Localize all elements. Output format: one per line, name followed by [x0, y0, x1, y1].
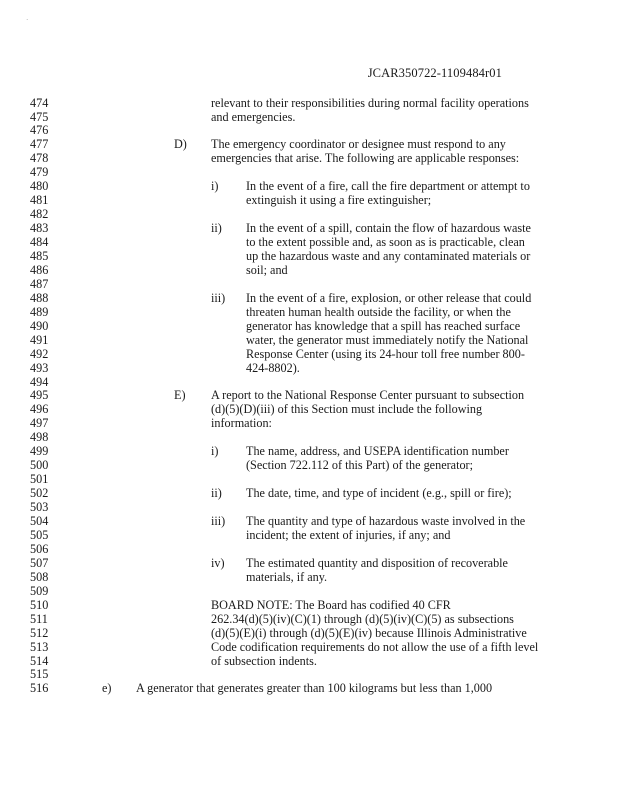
line-number: 478 [30, 151, 49, 166]
line-text: In the event of a fire, call the fire department or attempt to [246, 179, 530, 194]
document-line [0, 681, 618, 695]
line-text: In the event of a fire, explosion, or other release that could [246, 290, 532, 305]
document-line [0, 626, 618, 640]
line-text: emergencies that arise. The following are applicable responses: [211, 151, 520, 166]
document-line [0, 654, 618, 668]
line-text: The emergency coordinator or designee must respond to any [211, 137, 506, 152]
document-line [0, 361, 618, 375]
document-line [0, 416, 618, 430]
document-line [0, 151, 618, 165]
line-number: 479 [30, 165, 49, 180]
line-number: 511 [30, 611, 48, 626]
document-line [0, 486, 618, 500]
line-number: 488 [30, 290, 49, 305]
line-number: 503 [30, 500, 49, 514]
line-text: Response Center (using its 24-hour toll free number 800- [246, 346, 525, 361]
document-line [0, 430, 618, 444]
line-number: 497 [30, 416, 49, 431]
line-text: threaten human health outside the facility, or when the [246, 304, 511, 319]
line-number: 496 [30, 402, 49, 417]
line-text: generator has knowledge that a spill has reached surface [246, 318, 521, 333]
subsection-label: iii) [211, 290, 226, 305]
subsection-label: i) [211, 179, 219, 194]
subsection-label: i) [211, 444, 219, 459]
line-text: 262.34(d)(5)(iv)(C)(1) through (d)(5)(iv)(C)(5) as subsections [211, 611, 514, 626]
line-number: 510 [30, 597, 49, 612]
document-line [0, 375, 618, 389]
line-number: 477 [30, 137, 49, 152]
document-line [0, 165, 618, 179]
document-line [0, 612, 618, 626]
line-text: 424-8802). [246, 360, 300, 375]
document-line [0, 514, 618, 528]
line-number: 494 [30, 374, 49, 389]
line-text: up the hazardous waste and any contaminated materials or [246, 248, 531, 263]
document-line [0, 235, 618, 249]
document-line [0, 319, 618, 333]
line-text: Code codification requirements do not allow the use of a fifth level [211, 639, 539, 654]
line-number: 474 [30, 95, 49, 110]
line-text: BOARD NOTE: The Board has codified 40 CFR [211, 597, 451, 612]
line-number: 487 [30, 276, 49, 291]
line-text: A report to the National Response Center pursuant to subsection [211, 388, 525, 403]
line-text: (d)(5)(D)(iii) of this Section must include the following [211, 402, 483, 417]
line-number: 481 [30, 193, 49, 208]
line-number: 486 [30, 262, 49, 277]
line-number: 485 [30, 248, 49, 263]
line-number: 505 [30, 528, 49, 542]
line-number: 483 [30, 221, 49, 236]
line-text: materials, if any. [246, 569, 328, 584]
line-number: 484 [30, 235, 49, 249]
document-line [0, 598, 618, 612]
document-line [0, 110, 618, 124]
line-text: The name, address, and USEPA identification number [246, 444, 509, 459]
line-text: information: [211, 416, 272, 431]
document-line [0, 472, 618, 486]
document-line [0, 542, 618, 556]
line-text: and emergencies. [211, 109, 296, 124]
line-text: In the event of a spill, contain the flow of hazardous waste [246, 221, 531, 236]
subsection-label: E) [174, 388, 186, 403]
document-line [0, 556, 618, 570]
line-number: 514 [30, 653, 49, 668]
subsection-label: ii) [211, 221, 222, 236]
document-line [0, 584, 618, 598]
line-number: 492 [30, 346, 49, 361]
line-number: 515 [30, 667, 49, 682]
subsection-label: e) [102, 681, 112, 696]
document-line [0, 570, 618, 584]
line-number: 507 [30, 555, 49, 570]
subsection-label: D) [174, 137, 187, 152]
document-line [0, 333, 618, 347]
line-number: 495 [30, 388, 49, 403]
line-text: water, the generator must immediately notify the National [246, 332, 529, 347]
line-text: (Section 722.112 of this Part) of the generator; [246, 458, 473, 473]
line-number: 491 [30, 332, 49, 347]
line-text: of subsection indents. [211, 653, 317, 668]
line-text: The estimated quantity and disposition of recoverable [246, 555, 508, 570]
document-line [0, 137, 618, 151]
line-number: 476 [30, 123, 49, 138]
document-line [0, 305, 618, 319]
line-number: 504 [30, 514, 49, 528]
line-number: 489 [30, 304, 49, 319]
document-line [0, 402, 618, 416]
line-text: relevant to their responsibilities during normal facility operations [211, 95, 529, 110]
document-line [0, 277, 618, 291]
line-text: A generator that generates greater than 100 kilograms but less than 1,000 [136, 681, 493, 696]
line-number: 501 [30, 472, 49, 487]
line-number: 493 [30, 360, 49, 375]
line-number: 509 [30, 583, 49, 598]
line-number: 498 [30, 430, 49, 445]
document-line [0, 249, 618, 263]
line-number: 502 [30, 486, 49, 501]
document-line [0, 221, 618, 235]
line-number: 475 [30, 109, 49, 124]
line-number: 516 [30, 681, 49, 696]
line-number: 513 [30, 639, 49, 654]
subsection-label: iii) [211, 514, 226, 528]
line-number: 512 [30, 625, 49, 640]
document-line [0, 179, 618, 193]
line-number: 500 [30, 458, 49, 473]
document-line [0, 458, 618, 472]
document-line [0, 207, 618, 221]
line-text: soil; and [246, 262, 288, 277]
document-line [0, 96, 618, 110]
subsection-label: iv) [211, 555, 225, 570]
scan-mark: · [26, 16, 29, 24]
document-line [0, 193, 618, 207]
document-line [0, 291, 618, 305]
subsection-label: ii) [211, 486, 222, 501]
document-line [0, 123, 618, 137]
document-line [0, 347, 618, 361]
line-text: (d)(5)(E)(i) through (d)(5)(E)(iv) because Illinois Administrative [211, 625, 527, 640]
document-line [0, 444, 618, 458]
document-line [0, 388, 618, 402]
line-number: 480 [30, 179, 49, 194]
document-line [0, 263, 618, 277]
line-number: 490 [30, 318, 49, 333]
document-line [0, 640, 618, 654]
line-text: incident; the extent of injuries, if any; and [246, 528, 451, 542]
document-line [0, 500, 618, 514]
document-id: JCAR350722-1109484r01 [367, 66, 502, 80]
document-line [0, 528, 618, 542]
line-number: 508 [30, 569, 49, 584]
line-number: 499 [30, 444, 49, 459]
line-text: extinguish it using a fire extinguisher; [246, 193, 432, 208]
line-text: The date, time, and type of incident (e.g., spill or fire); [246, 486, 512, 501]
line-number: 482 [30, 207, 49, 222]
line-number: 506 [30, 541, 49, 556]
document-line [0, 667, 618, 681]
line-text: The quantity and type of hazardous waste involved in the [246, 514, 526, 528]
line-text: to the extent possible and, as soon as is practicable, clean [246, 235, 525, 249]
